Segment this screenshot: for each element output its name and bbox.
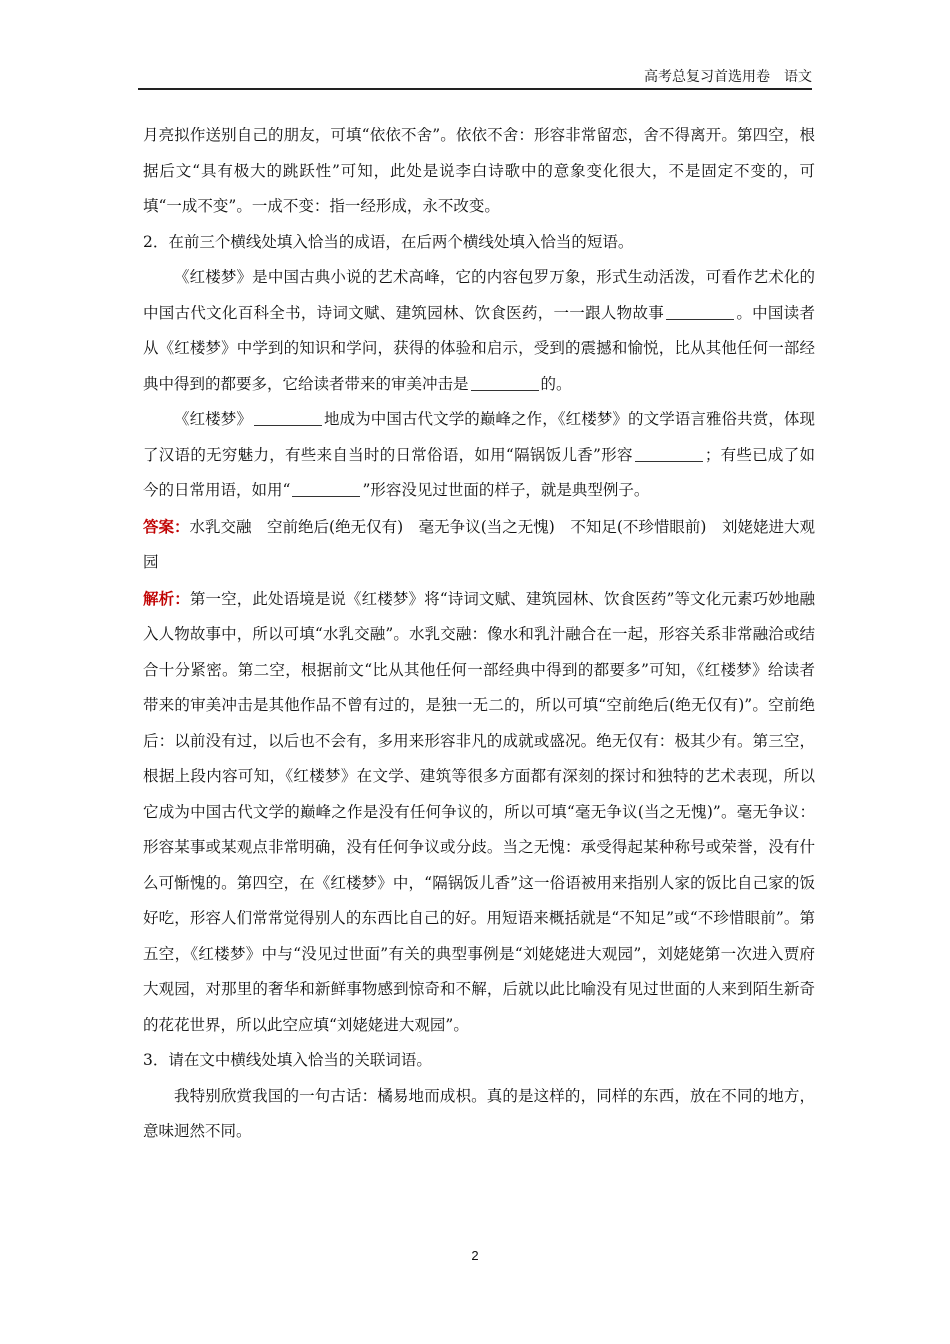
question-2: 2．在前三个横线处填入恰当的成语，在后两个横线处填入恰当的短语。 xyxy=(143,232,634,251)
question-3: 3．请在文中横线处填入恰当的关联词语。 xyxy=(143,1051,432,1069)
answer-text: 水乳交融 空前绝后(绝无仅有) 毫无争议(当之无愧) 不知足(不珍惜眼前) 刘姥姥进大观园 xyxy=(143,517,815,571)
fill-blank-1[interactable] xyxy=(666,303,734,320)
header-title: 高考总复习首选用卷 语文 xyxy=(644,69,812,85)
fill-blank-2[interactable] xyxy=(471,374,539,391)
analysis-text: 第一空，此处语境是说《红楼梦》将“诗词文赋、建筑园林、饮食医药”等文化元素巧妙地融入人物故事中，所以可填“水乳交融”。水乳交融：像水和乳汁融合在一起，形容关系非常融洽或结合十分紧密。第二空，根据前文“比从其他任何一部经典中得到的都要多”可知，《红楼梦》给读者带来的审美冲击是其他作品不曾有过的，是独一无二的，所以可填“空前绝后(绝无仅有)”。空前绝后：以前没有过，以后也不会有，多用来形容非凡的成就或盛况。绝无仅有：极其少有。第三空，根据上段内容可知，《红楼梦》在文学、建筑等很多方面都有深刻的探讨和独特的艺术表现，所以它成为中国古代文学的巅峰之作是没有任何争议的，所以可填“毫无争议(当之无愧)”。毫无争议：形容某事或某观点非常明确，没有任何争议或分歧。当之无愧：承受得起某种称号或荣誉，没有什么可惭愧的。第四空，在《红楼梦》中，“隔锅饭儿香”这一俗语被用来指别人家的饭比自己家的饭好吃，形容人们常常觉得别人的东西比自己的好。用短语来概括就是“不知足”或“不珍惜眼前”。第五空，《红楼梦》中与“没见过世面”有关的典型事例是“刘姥姥进大观园”，刘姥姥第一次进入贾府大观园，对那里的奢华和新鲜事物感到惊奇和不解，后就以此比喻没有见过世面的人来到陌生新奇的花花世界，所以此空应填“刘姥姥进大观园”。 xyxy=(143,589,815,1034)
fill-blank-3[interactable] xyxy=(254,410,322,427)
fill-blank-4[interactable] xyxy=(635,445,703,462)
passage-paragraph-1: 《红楼梦》是中国古典小说的艺术高峰，它的内容包罗万象，形式生动活泼，可看作艺术化的中国古代文化百科全书，诗词文赋、建筑园林、饮食医药，一一跟人物故事 。中国读者从《红楼梦》中学到的知识和学问，获得的体验和启示，受到的震撼和愉悦，比从其他任何一部经典中得到的都要多，它给读者带来的审美冲击是 的。 xyxy=(143,268,815,393)
analysis-label: 解析： xyxy=(143,588,190,608)
page-header xyxy=(138,66,812,90)
previous-analysis-continuation: 月亮拟作送别自己的朋友，可填“依依不舍”。依依不舍：形容非常留恋，舍不得离开。第四空，根据后文“具有极大的跳跃性”可知，此处是说李白诗歌中的意象变化很大，不是固定不变的，可填“一成不变”。一成不变：指一经形成，永不改变。 xyxy=(143,126,815,215)
passage-paragraph-2: 《红楼梦》 地成为中国古代文学的巅峰之作，《红楼梦》的文学语言雅俗共赏，体现了汉语的无穷魅力，有些来自当时的日常俗语，如用“隔锅饭儿香”形容 ；有些已成了如今的日常用语，如用“ ”形容没见过世面的样子，就是典型例子。 xyxy=(143,410,815,499)
answer xyxy=(143,509,815,581)
document-body xyxy=(143,118,815,1150)
answer-label: 答案： xyxy=(143,516,190,536)
passage-paragraph-3: 我特别欣赏我国的一句古话：橘易地而成枳。真的是这样的，同样的东西，放在不同的地方，意味迥然不同。 xyxy=(143,1086,815,1140)
page-number: 2 xyxy=(471,1248,479,1263)
analysis xyxy=(143,581,815,1044)
fill-blank-5[interactable] xyxy=(292,481,360,498)
